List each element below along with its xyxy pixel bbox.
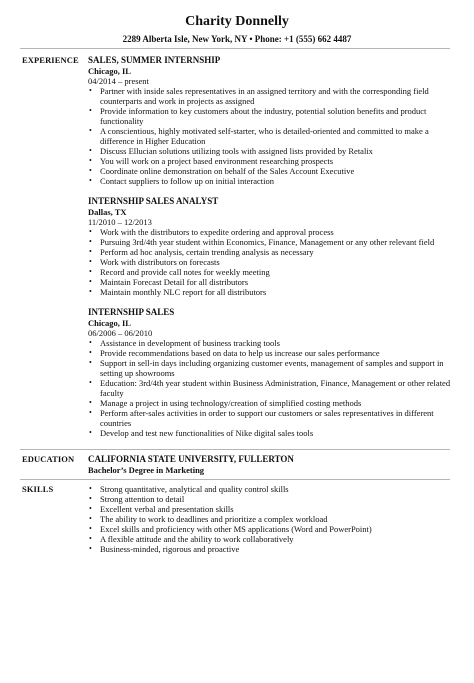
bullet-icon: • [89,247,92,256]
list-item: • Work with distributors on forecasts [89,257,220,267]
bullet-icon: • [89,156,92,165]
bullet-icon: • [89,494,92,503]
job-bullet-list [88,86,458,186]
bullet-icon: • [89,267,92,276]
list-item: • Assistance in development of business tracking tools [89,338,280,348]
list-item: • Strong attention to detail [89,494,185,504]
bullet-icon: • [89,348,92,357]
school-name: CALIFORNIA STATE UNIVERSITY, FULLERTON [88,454,294,464]
list-item: • Perform ad hoc analysis, certain trending analysis as necessary [89,247,314,257]
degree: Bachelor’s Degree in Marketing [88,465,205,475]
job-location: Dallas, TX [88,207,127,217]
bullet-icon: • [89,338,92,347]
bullet-icon: • [89,514,92,523]
section-label-experience: EXPERIENCE [22,55,79,65]
list-item: • Business-minded, rigorous and proactive [89,544,240,554]
list-item: • Support in sell-in days including organizing customer events, management of samples and support in setting up showrooms [89,358,444,378]
job-title: INTERNSHIP SALES ANALYST [88,196,219,206]
bullet-icon: • [89,534,92,543]
bullet-icon: • [89,126,92,135]
bullet-icon: • [89,176,92,185]
bullet-icon: • [89,408,92,417]
list-item: • Maintain Forecast Detail for all distributors [89,277,249,287]
job-title: INTERNSHIP SALES [88,307,175,317]
list-item: • Excellent verbal and presentation skills [89,504,234,514]
list-item: • Pursuing 3rd/4th year student within Economics, Finance, Management or any other relevant field [89,237,435,247]
job-location: Chicago, IL [88,318,131,328]
section-label-education: EDUCATION [22,454,75,464]
bullet-icon: • [89,166,92,175]
job-dates: 04/2014 – present [88,76,149,86]
list-item: • Excel skills and proficiency with other MS applications (Word and PowerPoint) [89,524,372,534]
list-item: • Manage a project in using technology/creation of simplified costing methods [89,398,362,408]
bullet-icon: • [89,146,92,155]
job-entry [88,55,458,186]
bullet-icon: • [89,544,92,553]
section-label-skills: SKILLS [22,484,54,494]
list-item: • Record and provide call notes for weekly meeting [89,267,270,277]
job-location: Chicago, IL [88,66,131,76]
contact-line: 2289 Alberta Isle, New York, NY • Phone: +1 (555) 662 4487 [122,34,352,44]
bullet-icon: • [89,504,92,513]
bullet-icon: • [89,277,92,286]
job-entry [88,196,458,297]
bullet-icon: • [89,287,92,296]
education-entry [88,454,458,475]
bullet-icon: • [89,227,92,236]
bullet-icon: • [89,86,92,95]
list-item: • Maintain monthly NLC report for all distributors [89,287,267,297]
list-item: • A conscientious, highly motivated self-starter, who is detailed-oriented and committed to make a difference in Higher Education [89,126,429,146]
list-item: • The ability to work to deadlines and prioritize a complex workload [89,514,328,524]
list-item: • Contact suppliers to follow up on initial interaction [89,176,274,186]
bullet-icon: • [89,358,92,367]
bullet-icon: • [89,428,92,437]
bullet-icon: • [89,237,92,246]
divider-education [20,449,450,450]
job-dates: 11/2010 – 12/2013 [88,217,152,227]
list-item: • Develop and test new functionalities of Nike digital sales tools [89,428,314,438]
job-bullet-list [88,338,458,438]
candidate-name: Charity Donnelly [185,14,289,29]
list-item: • Strong quantitative, analytical and quality control skills [89,484,289,494]
list-item: • Perform after-sales activities in order to support our customers or sales representatives in different countries [89,408,434,428]
list-item: • You will work on a project based environment researching prospects [89,156,334,166]
job-entry [88,307,458,438]
bullet-icon: • [89,257,92,266]
job-title: SALES, SUMMER INTERNSHIP [88,55,221,65]
list-item: • A flexible attitude and the ability to work collaboratively [89,534,294,544]
skills-list [88,484,458,554]
list-item: • Provide recommendations based on data to help us increase our sales performance [89,348,380,358]
list-item: • Discuss Ellucian solutions utilizing tools with assigned lists provided by Retalix [89,146,373,156]
divider-skills [20,479,450,480]
bullet-icon: • [89,398,92,407]
bullet-icon: • [89,378,92,387]
list-item: • Partner with inside sales representatives in an assigned territory and with the corresponding field counterparts and work in projects as assigned [89,86,429,106]
list-item: • Education: 3rd/4th year student within Business Administration, Finance, Management or other related faculty [89,378,451,398]
bullet-icon: • [89,484,92,493]
divider-top [20,48,450,49]
list-item: • Coordinate online demonstration on behalf of the Sales Account Executive [89,166,355,176]
bullet-icon: • [89,106,92,115]
list-item: • Provide information to key customers about the industry, potential solution benefits and product functionality [89,106,427,126]
skills-entry [88,484,458,554]
job-dates: 06/2006 – 06/2010 [88,328,153,338]
list-item: • Work with the distributors to expedite ordering and approval process [89,227,334,237]
job-bullet-list [88,227,458,297]
bullet-icon: • [89,524,92,533]
